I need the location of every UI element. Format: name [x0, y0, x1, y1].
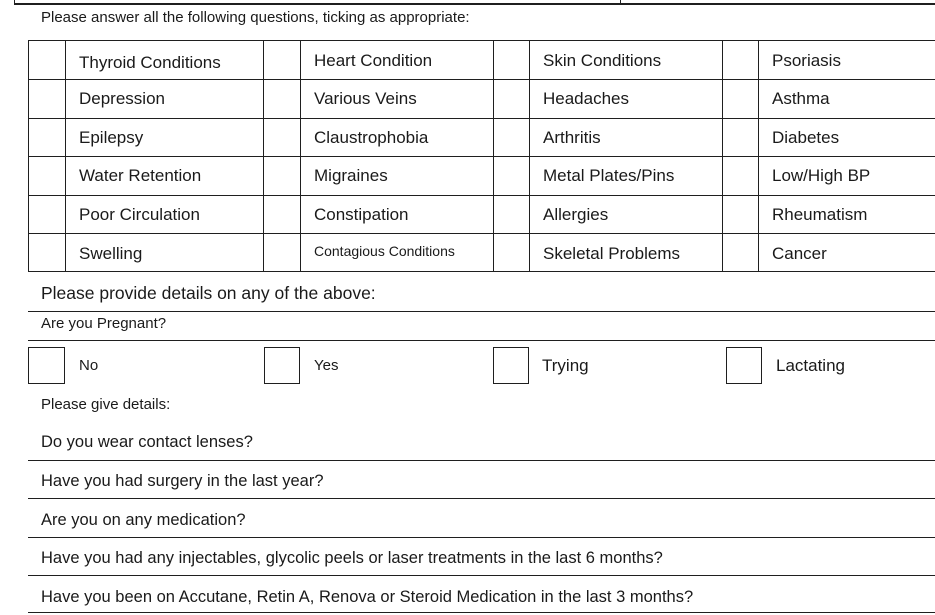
checkbox-poor-circulation[interactable] [29, 196, 65, 233]
condition-label: Swelling [79, 244, 143, 263]
checkbox-low-high-bp[interactable] [723, 157, 758, 195]
checkbox-asthma[interactable] [723, 80, 758, 118]
checkbox-claustrophobia[interactable] [264, 119, 300, 156]
option-label: No [79, 357, 99, 374]
question-contact-lenses: Do you wear contact lenses? [41, 433, 253, 451]
checkbox-depression[interactable] [29, 80, 65, 118]
condition-label: Water Retention [79, 166, 202, 185]
option-label: Yes [314, 357, 339, 374]
grid-line [28, 195, 935, 196]
grid-line [28, 271, 935, 272]
answer-line-surgery[interactable] [28, 498, 935, 499]
answer-line-contact-lenses[interactable] [28, 460, 935, 461]
checkbox-pregnant-lactating[interactable] [726, 347, 762, 384]
question-surgery: Have you had surgery in the last year? [41, 472, 324, 490]
form-top-border [14, 3, 935, 5]
checkbox-migraines[interactable] [264, 157, 300, 195]
instructions-text: Please answer all the following questions, ticking as appropriate: [41, 9, 470, 26]
option-label: Trying [542, 356, 589, 375]
condition-label: Various Veins [314, 89, 417, 108]
checkbox-psoriasis[interactable] [723, 41, 758, 79]
condition-label: Thyroid Conditions [79, 53, 221, 72]
answer-line-medication[interactable] [28, 537, 935, 538]
grid-line [65, 40, 66, 272]
checkbox-pregnant-no[interactable] [28, 347, 65, 384]
option-label: Lactating [776, 356, 845, 375]
checkbox-pregnant-trying[interactable] [493, 347, 529, 384]
answer-line-injectables[interactable] [28, 575, 935, 576]
condition-label: Diabetes [772, 128, 840, 147]
grid-line [28, 118, 935, 119]
checkbox-skeletal-problems[interactable] [494, 234, 529, 271]
checkbox-constipation[interactable] [264, 196, 300, 233]
condition-label: Cancer [772, 244, 827, 263]
pregnant-details-label: Please give details: [41, 396, 171, 413]
condition-label: Contagious Conditions [314, 243, 455, 259]
checkbox-arthritis[interactable] [494, 119, 529, 156]
condition-label: Migraines [314, 166, 388, 185]
condition-label: Headaches [543, 89, 630, 108]
grid-line [28, 233, 935, 234]
condition-label: Epilepsy [79, 128, 144, 147]
checkbox-cancer[interactable] [723, 234, 758, 271]
condition-label: Metal Plates/Pins [543, 166, 675, 185]
grid-line [758, 40, 759, 272]
checkbox-swelling[interactable] [29, 234, 65, 271]
grid-line [28, 79, 935, 80]
condition-label: Asthma [772, 89, 830, 108]
checkbox-various-veins[interactable] [264, 80, 300, 118]
question-accutane: Have you been on Accutane, Retin A, Renova or Steroid Medication in the last 3 months? [41, 588, 694, 606]
details-answer-line[interactable] [28, 311, 935, 312]
details-prompt: Please provide details on any of the above: [41, 283, 376, 303]
question-injectables: Have you had any injectables, glycolic peels or laser treatments in the last 6 months? [41, 549, 663, 567]
checkbox-metal-plates-pins[interactable] [494, 157, 529, 195]
checkbox-headaches[interactable] [494, 80, 529, 118]
grid-line [28, 156, 935, 157]
checkbox-contagious-conditions[interactable] [264, 234, 300, 271]
question-medication: Are you on any medication? [41, 511, 246, 529]
condition-label: Depression [79, 89, 165, 108]
condition-label: Rheumatism [772, 205, 868, 224]
checkbox-epilepsy[interactable] [29, 119, 65, 156]
form-left-edge [14, 0, 15, 5]
checkbox-heart-condition[interactable] [264, 41, 300, 79]
answer-line-accutane[interactable] [28, 612, 935, 613]
grid-line [300, 40, 301, 272]
pregnant-question: Are you Pregnant? [41, 315, 167, 332]
condition-label: Poor Circulation [79, 205, 200, 224]
checkbox-skin-conditions[interactable] [494, 41, 529, 79]
condition-label: Low/High BP [772, 166, 871, 185]
checkbox-thyroid-conditions[interactable] [29, 41, 65, 79]
condition-label: Skin Conditions [543, 51, 662, 70]
grid-line [529, 40, 530, 272]
condition-label: Arthritis [543, 128, 601, 147]
condition-label: Claustrophobia [314, 128, 429, 147]
checkbox-pregnant-yes[interactable] [264, 347, 300, 384]
condition-label: Skeletal Problems [543, 244, 681, 263]
grid-line [28, 40, 935, 41]
checkbox-allergies[interactable] [494, 196, 529, 233]
form-top-tick [620, 0, 621, 4]
pregnant-divider [28, 340, 935, 341]
checkbox-water-retention[interactable] [29, 157, 65, 195]
condition-label: Constipation [314, 205, 409, 224]
condition-label: Psoriasis [772, 51, 841, 70]
condition-label: Heart Condition [314, 51, 433, 70]
checkbox-diabetes[interactable] [723, 119, 758, 156]
checkbox-rheumatism[interactable] [723, 196, 758, 233]
condition-label: Allergies [543, 205, 609, 224]
